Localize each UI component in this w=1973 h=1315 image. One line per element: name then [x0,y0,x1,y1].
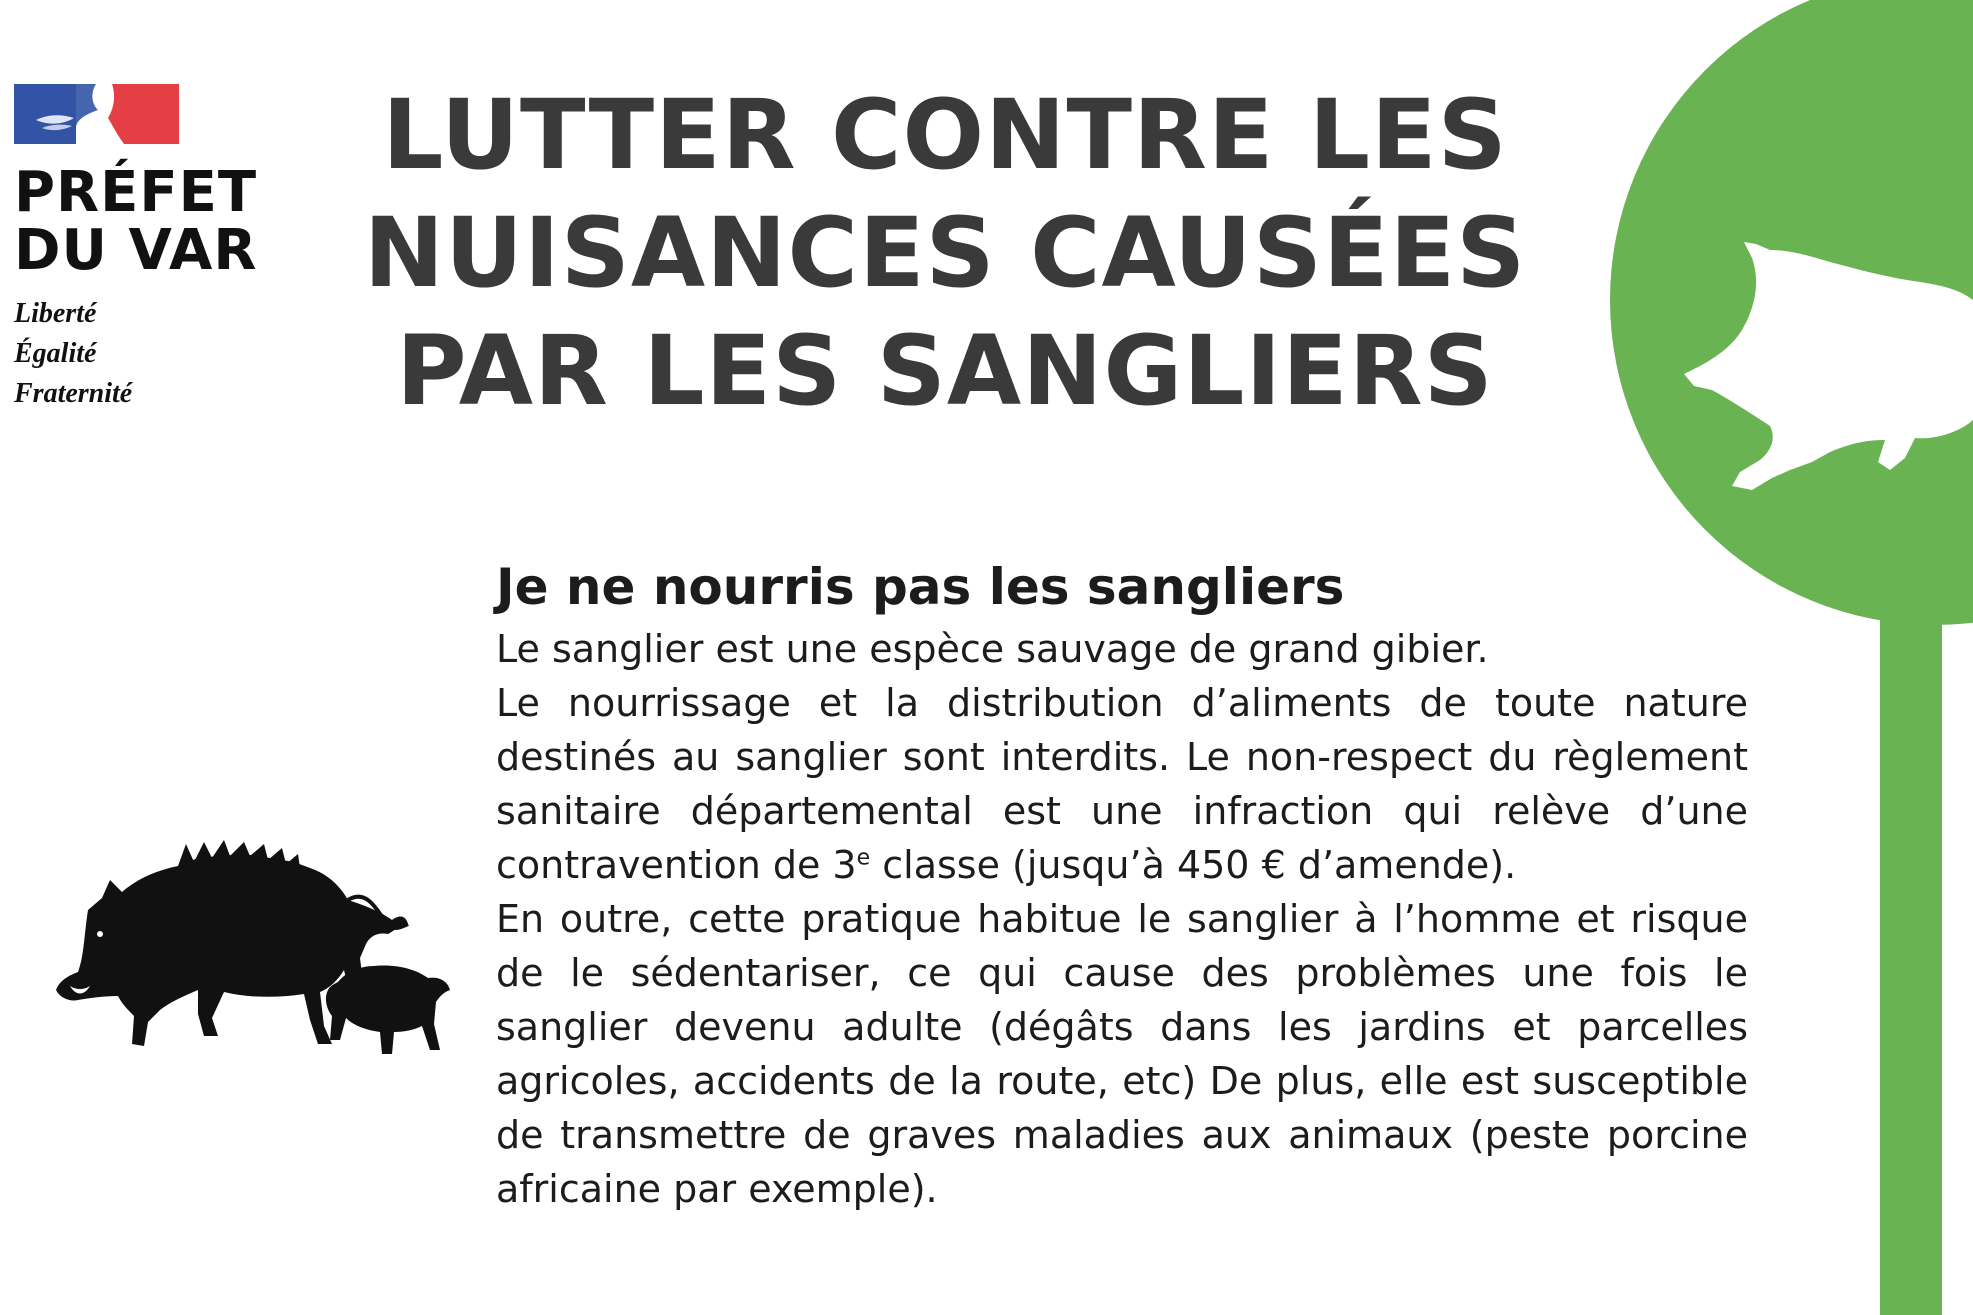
consequences-paragraph: En outre, cette pratique habitue le sanglier à l’homme et risque de le sédentariser, ce qui cause des problèmes une fois le sanglier devenu adulte (dégâts dans les jardins et parcelles agricoles, accidents de la route, etc) De plus, elle est susceptible de transmettre de graves maladies aux animaux (peste porcine africaine par exemple). [496,897,1748,1211]
regulation-text-end: classe (jusqu’à 450 € d’amende). [870,843,1517,887]
feeding-section [496,552,1748,1216]
motto-egalite: Égalité [14,338,97,369]
prefecture-name-line1: PRÉFET [14,160,258,225]
boar-with-piglet-icon [48,840,468,1070]
prefecture-logo [14,84,258,414]
section-heading: Je ne nourris pas les sangliers [496,558,1345,616]
motto-fraternite: Fraternité [14,378,133,409]
title-line-3: PAR LES SANGLIERS [396,315,1494,427]
ordinal-suffix: e [856,845,871,871]
page-title [290,76,1600,430]
title-line-1: LUTTER CONTRE LES [382,79,1508,191]
prefecture-name [14,160,258,283]
intro-paragraph: Le sanglier est une espèce sauvage de grand gibier. [496,627,1489,671]
title-line-2: NUISANCES CAUSÉES [363,197,1527,309]
regulation-text-start: Le nourrissage et la distribution d’aliments de toute nature destinés au sanglier sont interdits. Le non-respect du règlement sanitaire départemental est une infraction qui relève d’une contravention de 3 [496,681,1748,887]
marianne-flag-icon [14,84,179,144]
section-body [496,622,1748,1216]
republic-motto [14,294,254,414]
prefecture-name-line2: DU VAR [14,218,258,283]
regulation-paragraph [496,676,1748,892]
motto-liberte: Liberté [14,298,97,329]
